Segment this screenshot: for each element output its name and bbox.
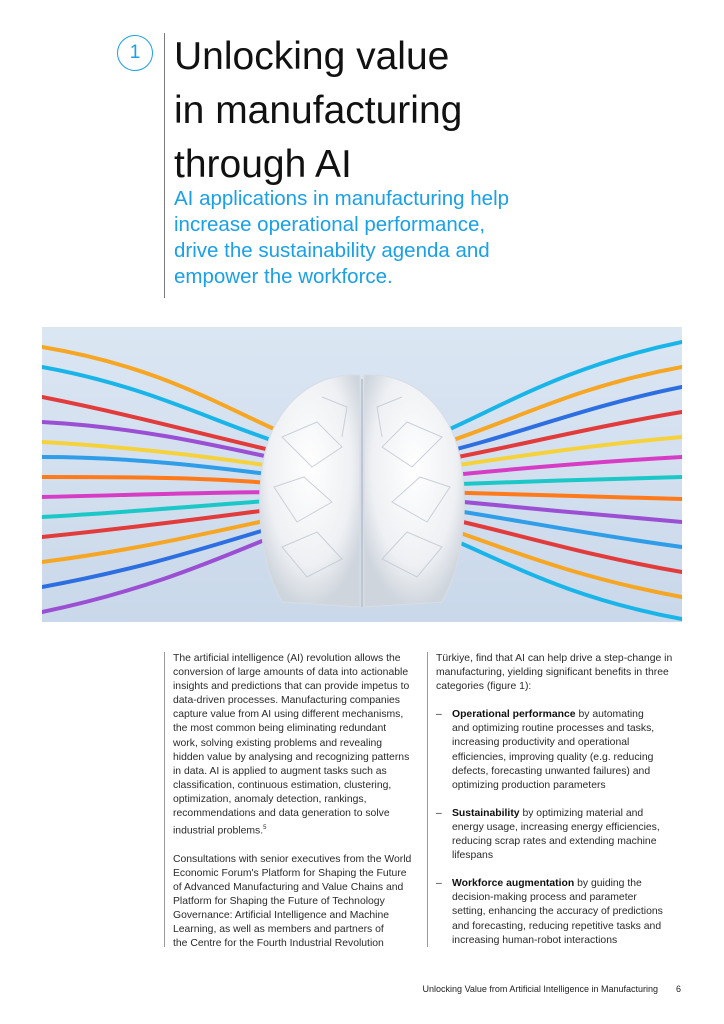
hero-image	[42, 327, 682, 622]
text-line: conversion of large amounts of data into actionable	[173, 667, 409, 679]
footnote-marker[interactable]: 5	[263, 825, 267, 832]
text-line	[173, 821, 423, 839]
paragraph	[173, 853, 423, 952]
title-divider	[164, 33, 165, 298]
text-line: manufacturing, yielding significant benefits in three	[436, 667, 669, 679]
text-line: Consultations with senior executives from the World	[173, 853, 412, 865]
left-column-divider	[164, 652, 165, 947]
text-line: The artificial intelligence (AI) revolution allows the	[173, 653, 401, 664]
bullet-heading: Workforce augmentation	[452, 878, 575, 890]
right-column-divider	[427, 652, 428, 947]
text-line: Türkiye, find that AI can help drive a step-change in	[436, 653, 673, 664]
text-line: optimization, anomaly detection, rankings,	[173, 793, 367, 805]
text-line: the Centre for the Fourth Industrial Revolution	[173, 938, 384, 950]
text-line: and optimizing routine processes and tasks,	[452, 723, 655, 735]
text-line	[452, 708, 682, 722]
text-line: lifespans	[452, 850, 494, 862]
text-line: Governance: Artificial Intelligence and Machine	[173, 910, 390, 922]
text-line: in data. AI is applied to augment tasks such as	[173, 765, 387, 777]
title-line: in manufacturing	[174, 89, 463, 132]
paragraph	[436, 652, 682, 694]
bullet-heading: Operational performance	[452, 709, 576, 721]
footer-document-title: Unlocking Value from Artificial Intelligence in Manufacturing	[422, 984, 658, 994]
right-text-column	[436, 652, 682, 962]
text-line: of Advanced Manufacturing and Value Chains and	[173, 881, 404, 893]
text-line: increasing human-robot interactions	[452, 934, 618, 946]
text-fragment: by optimizing material and	[519, 807, 644, 819]
text-line: Learning, as well as members and partners of	[173, 924, 384, 936]
text-line: work, solving existing problems and revealing	[173, 737, 383, 749]
text-line: efficiencies, improving quality (e.g. reducing	[452, 751, 654, 763]
text-line	[452, 877, 682, 891]
text-line: decision-making process and parameter	[452, 892, 637, 904]
subtitle-line: AI applications in manufacturing help	[174, 187, 510, 210]
text-line: data-driven processes. Manufacturing companies	[173, 695, 400, 707]
left-text-column	[173, 652, 423, 951]
bullet-dash: –	[436, 878, 442, 890]
text-line: hidden value by analysing and recognizing patterns	[173, 751, 410, 763]
list-item	[436, 877, 682, 947]
paragraph	[173, 652, 423, 839]
text-line: recommendations and data generation to solve	[173, 808, 390, 820]
brain-model	[260, 375, 465, 607]
bullet-dash: –	[436, 807, 442, 819]
bullet-dash: –	[436, 709, 442, 721]
benefit-list	[436, 708, 682, 947]
subtitle-line: empower the workforce.	[174, 265, 393, 288]
text-line: energy usage, increasing energy efficiencies,	[452, 821, 660, 833]
text-line: the most common being eliminating redundant	[173, 723, 387, 735]
chapter-number-badge: 1	[117, 35, 153, 71]
subtitle-line: increase operational performance,	[174, 213, 486, 236]
text-line: reducing scrap rates and extending machine	[452, 836, 657, 848]
page-number: 6	[675, 984, 681, 994]
text-line: and forecasting, reducing repetitive tasks and	[452, 920, 662, 932]
text-fragment: by guiding the	[574, 878, 642, 890]
list-item	[436, 807, 682, 863]
page-title	[174, 30, 694, 192]
text-line: increasing productivity and operational	[452, 737, 630, 749]
brain-with-colorful-cables-image	[42, 327, 682, 622]
text-line: categories (figure 1):	[436, 681, 532, 693]
text-line: insights and predictions that can provide impetus to	[173, 681, 410, 693]
text-line	[452, 807, 682, 821]
title-line: Unlocking value	[174, 35, 450, 78]
list-item	[436, 708, 682, 793]
text-line: defects, forecasting unwanted failures) and	[452, 765, 651, 777]
text-line: optimizing production parameters	[452, 779, 606, 791]
text-line: capture value from AI using different mechanisms,	[173, 709, 404, 721]
subtitle-line: drive the sustainability agenda and	[174, 239, 490, 262]
text-line: setting, enhancing the accuracy of predictions	[452, 906, 663, 918]
title-line: through AI	[174, 143, 352, 186]
text-line: Platform for Shaping the Future of Technology	[173, 895, 385, 907]
bullet-heading: Sustainability	[452, 807, 520, 819]
text-line: classification, continuous estimation, clustering,	[173, 779, 392, 791]
text-fragment: by automating	[575, 709, 644, 721]
page-subtitle	[174, 186, 694, 290]
text-line: Economic Forum's Platform for Shaping the Future	[173, 867, 407, 879]
text-fragment: industrial problems.	[173, 825, 264, 837]
